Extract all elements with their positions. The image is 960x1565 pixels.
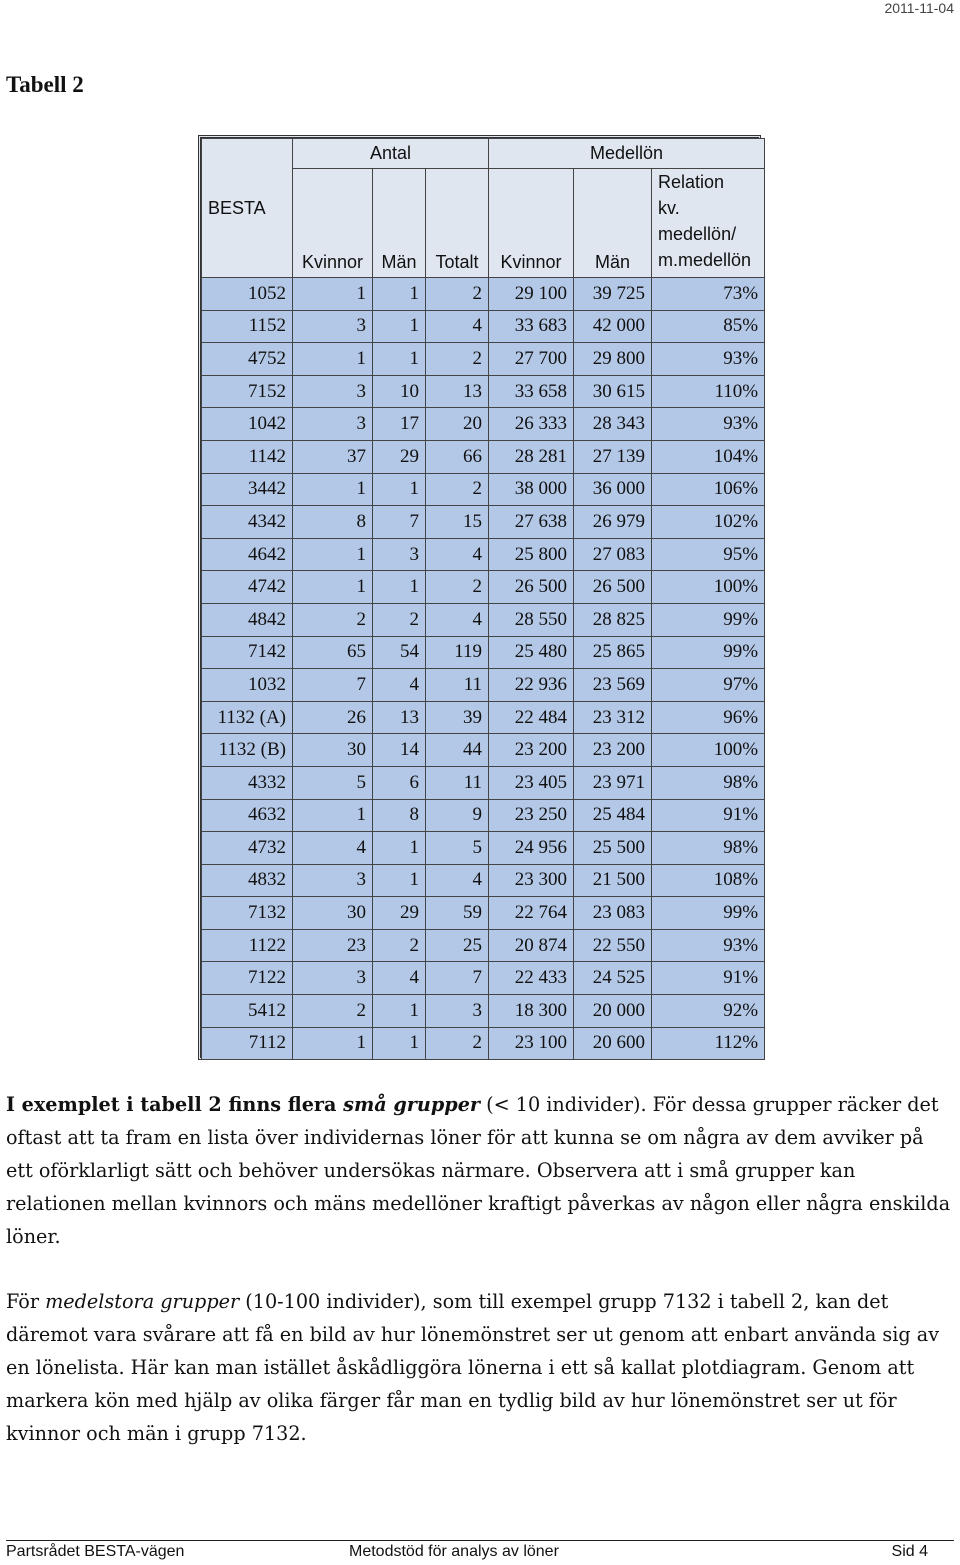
cell-antal-kvinnor: 1 [293,799,373,832]
cell-lon-man: 29 800 [574,343,652,376]
header-relation-line: kv. [658,198,680,218]
cell-antal-totalt: 4 [426,538,489,571]
cell-besta-code: 4642 [202,538,293,571]
cell-besta-code: 7132 [202,897,293,930]
header-relation [652,169,765,278]
cell-antal-man: 1 [373,473,426,506]
table-row [202,278,765,311]
text-run: små grupper [343,1093,481,1116]
cell-antal-totalt: 7 [426,962,489,995]
table-row [202,1027,765,1060]
cell-besta-code: 4842 [202,603,293,636]
footer-divider [6,1540,954,1541]
table-row [202,897,765,930]
cell-besta-code: 4632 [202,799,293,832]
cell-antal-kvinnor: 1 [293,343,373,376]
cell-relation: 96% [652,701,765,734]
cell-antal-man: 1 [373,864,426,897]
cell-lon-man: 42 000 [574,310,652,343]
cell-antal-totalt: 4 [426,310,489,343]
cell-lon-man: 27 083 [574,538,652,571]
cell-lon-kvinnor: 28 281 [489,440,574,473]
cell-relation: 102% [652,506,765,539]
cell-relation: 92% [652,995,765,1028]
cell-antal-kvinnor: 37 [293,440,373,473]
cell-besta-code: 7152 [202,375,293,408]
table-row [202,832,765,865]
cell-lon-man: 28 343 [574,408,652,441]
cell-lon-man: 26 979 [574,506,652,539]
cell-antal-totalt: 2 [426,278,489,311]
table-row [202,701,765,734]
cell-antal-man: 1 [373,310,426,343]
cell-antal-totalt: 9 [426,799,489,832]
cell-besta-code: 1122 [202,929,293,962]
cell-relation: 93% [652,408,765,441]
cell-antal-man: 1 [373,571,426,604]
cell-antal-man: 1 [373,1027,426,1060]
cell-antal-man: 1 [373,832,426,865]
cell-antal-totalt: 2 [426,343,489,376]
cell-besta-code: 4832 [202,864,293,897]
cell-antal-man: 8 [373,799,426,832]
cell-antal-kvinnor: 1 [293,538,373,571]
table-row [202,669,765,702]
cell-antal-man: 17 [373,408,426,441]
cell-antal-kvinnor: 26 [293,701,373,734]
table-heading: Tabell 2 [6,72,84,97]
cell-relation: 106% [652,473,765,506]
cell-antal-man: 1 [373,278,426,311]
cell-besta-code: 1052 [202,278,293,311]
salary-table [198,135,761,1060]
header-lon-man: Män [574,169,652,278]
cell-lon-kvinnor: 23 100 [489,1027,574,1060]
cell-antal-totalt: 2 [426,571,489,604]
cell-relation: 104% [652,440,765,473]
table-row [202,538,765,571]
cell-lon-man: 23 083 [574,897,652,930]
cell-lon-man: 22 550 [574,929,652,962]
table-row [202,636,765,669]
cell-antal-man: 4 [373,669,426,702]
table-row [202,603,765,636]
cell-antal-kvinnor: 1 [293,1027,373,1060]
table-row [202,473,765,506]
cell-lon-man: 30 615 [574,375,652,408]
cell-antal-man: 2 [373,929,426,962]
table-row [202,440,765,473]
cell-antal-man: 7 [373,506,426,539]
table-row [202,408,765,441]
footer-organization: Partsrådet BESTA-vägen [6,1543,185,1560]
cell-relation: 91% [652,962,765,995]
cell-lon-kvinnor: 27 700 [489,343,574,376]
header-antal-totalt: Totalt [426,169,489,278]
cell-antal-totalt: 2 [426,473,489,506]
cell-lon-man: 23 200 [574,734,652,767]
cell-besta-code: 4742 [202,571,293,604]
text-run: I exemplet i tabell 2 finns flera [6,1093,344,1116]
cell-lon-kvinnor: 23 250 [489,799,574,832]
cell-antal-kvinnor: 3 [293,408,373,441]
cell-lon-man: 25 865 [574,636,652,669]
cell-antal-totalt: 4 [426,603,489,636]
cell-lon-kvinnor: 25 480 [489,636,574,669]
cell-antal-kvinnor: 3 [293,864,373,897]
cell-besta-code: 4732 [202,832,293,865]
cell-besta-code: 1132 (A) [202,701,293,734]
cell-antal-man: 54 [373,636,426,669]
cell-antal-totalt: 3 [426,995,489,1028]
cell-antal-kvinnor: 7 [293,669,373,702]
cell-antal-man: 2 [373,603,426,636]
cell-besta-code: 1032 [202,669,293,702]
cell-besta-code: 5412 [202,995,293,1028]
cell-besta-code: 3442 [202,473,293,506]
cell-relation: 100% [652,571,765,604]
cell-lon-man: 23 971 [574,766,652,799]
cell-besta-code: 7142 [202,636,293,669]
cell-antal-kvinnor: 1 [293,473,373,506]
table-row [202,310,765,343]
cell-relation: 98% [652,832,765,865]
cell-lon-man: 23 569 [574,669,652,702]
cell-besta-code: 4332 [202,766,293,799]
table-row [202,995,765,1028]
cell-lon-kvinnor: 38 000 [489,473,574,506]
table-row [202,506,765,539]
cell-antal-kvinnor: 3 [293,962,373,995]
cell-lon-man: 27 139 [574,440,652,473]
footer-page-number: Sid 4 [891,1543,928,1560]
cell-antal-totalt: 44 [426,734,489,767]
table-row [202,864,765,897]
cell-antal-man: 6 [373,766,426,799]
cell-besta-code: 7122 [202,962,293,995]
cell-relation: 112% [652,1027,765,1060]
paragraph-medium-groups [6,1285,951,1450]
text-run: (10-100 individer), som till exempel grupp 7132 i tabell 2, kan det däremot vara svårare att få en bild av hur lönemönstret ser ut genom att enbart använda sig av en lönelista. Här kan man istället åskådliggöra lönerna i ett så kallat plotdiagram. Genom att markera kön med hjälp av olika färger får man en tydlig bild av hur lönemönstret ser ut för kvinnor och män i grupp 7132. [6,1290,940,1445]
cell-antal-totalt: 4 [426,864,489,897]
table-row [202,799,765,832]
cell-antal-kvinnor: 4 [293,832,373,865]
cell-antal-man: 3 [373,538,426,571]
cell-besta-code: 1042 [202,408,293,441]
cell-antal-kvinnor: 2 [293,995,373,1028]
header-relation-line: medellön/ [658,224,737,244]
cell-relation: 93% [652,929,765,962]
table-row [202,343,765,376]
cell-lon-man: 26 500 [574,571,652,604]
text-run: medelstora grupper [45,1290,240,1313]
cell-antal-totalt: 59 [426,897,489,930]
cell-antal-man: 1 [373,343,426,376]
cell-besta-code: 1132 (B) [202,734,293,767]
cell-lon-kvinnor: 20 874 [489,929,574,962]
cell-lon-kvinnor: 22 764 [489,897,574,930]
header-relation-line: m.medellön [658,250,752,270]
cell-lon-man: 28 825 [574,603,652,636]
cell-antal-man: 14 [373,734,426,767]
cell-relation: 91% [652,799,765,832]
header-lon-kvinnor: Kvinnor [489,169,574,278]
cell-antal-kvinnor: 5 [293,766,373,799]
cell-relation: 73% [652,278,765,311]
cell-antal-totalt: 11 [426,766,489,799]
cell-lon-man: 23 312 [574,701,652,734]
paragraph-small-groups [6,1088,951,1253]
cell-antal-man: 29 [373,440,426,473]
cell-antal-kvinnor: 30 [293,897,373,930]
cell-besta-code: 1142 [202,440,293,473]
cell-lon-man: 36 000 [574,473,652,506]
header-antal-man: Män [373,169,426,278]
cell-antal-kvinnor: 1 [293,278,373,311]
cell-relation: 85% [652,310,765,343]
cell-relation: 99% [652,897,765,930]
table-row [202,929,765,962]
page-footer [6,1543,954,1563]
header-antal: Antal [293,139,489,169]
cell-antal-totalt: 15 [426,506,489,539]
cell-relation: 99% [652,603,765,636]
cell-relation: 95% [652,538,765,571]
cell-antal-man: 13 [373,701,426,734]
cell-lon-kvinnor: 25 800 [489,538,574,571]
cell-besta-code: 1152 [202,310,293,343]
document-date: 2011-11-04 [884,0,954,16]
cell-antal-kvinnor: 30 [293,734,373,767]
cell-antal-totalt: 5 [426,832,489,865]
text-run: (< 10 individer). För dessa grupper räcker det oftast att ta fram en lista över individernas löner för att kunna se om några av dem avviker på ett oförklarligt sätt och behöver undersökas närmare. Observera att i små grupper kan relationen mellan kvinnors och mäns medellöner kraftigt påverkas av någon eller några enskilda löner. [6,1093,951,1248]
cell-antal-man: 1 [373,995,426,1028]
cell-lon-man: 24 525 [574,962,652,995]
cell-lon-man: 25 484 [574,799,652,832]
header-antal-kvinnor: Kvinnor [293,169,373,278]
cell-relation: 108% [652,864,765,897]
cell-lon-kvinnor: 33 683 [489,310,574,343]
cell-lon-kvinnor: 22 936 [489,669,574,702]
header-relation-line: Relation [658,172,725,192]
cell-lon-man: 20 000 [574,995,652,1028]
cell-lon-kvinnor: 27 638 [489,506,574,539]
cell-relation: 110% [652,375,765,408]
cell-lon-kvinnor: 22 484 [489,701,574,734]
cell-besta-code: 4752 [202,343,293,376]
cell-relation: 99% [652,636,765,669]
table-row [202,734,765,767]
cell-antal-totalt: 20 [426,408,489,441]
cell-antal-man: 29 [373,897,426,930]
cell-antal-kvinnor: 8 [293,506,373,539]
cell-antal-totalt: 11 [426,669,489,702]
table-row [202,375,765,408]
cell-besta-code: 7112 [202,1027,293,1060]
cell-lon-kvinnor: 26 333 [489,408,574,441]
cell-antal-totalt: 66 [426,440,489,473]
footer-document-title: Metodstöd för analys av löner [349,1543,559,1560]
cell-relation: 100% [652,734,765,767]
cell-relation: 98% [652,766,765,799]
cell-lon-kvinnor: 23 200 [489,734,574,767]
cell-antal-totalt: 2 [426,1027,489,1060]
cell-antal-totalt: 119 [426,636,489,669]
table-row [202,962,765,995]
cell-lon-man: 20 600 [574,1027,652,1060]
table-row [202,571,765,604]
cell-relation: 93% [652,343,765,376]
cell-antal-kvinnor: 23 [293,929,373,962]
cell-lon-kvinnor: 22 433 [489,962,574,995]
cell-lon-kvinnor: 26 500 [489,571,574,604]
cell-antal-totalt: 25 [426,929,489,962]
cell-lon-man: 39 725 [574,278,652,311]
cell-antal-totalt: 39 [426,701,489,734]
cell-lon-kvinnor: 33 658 [489,375,574,408]
cell-antal-kvinnor: 3 [293,310,373,343]
cell-antal-man: 4 [373,962,426,995]
cell-lon-kvinnor: 18 300 [489,995,574,1028]
text-run: För [6,1290,46,1313]
cell-lon-man: 25 500 [574,832,652,865]
cell-antal-kvinnor: 2 [293,603,373,636]
cell-antal-man: 10 [373,375,426,408]
table-row [202,766,765,799]
cell-antal-kvinnor: 3 [293,375,373,408]
header-besta: BESTA [202,139,293,278]
cell-lon-kvinnor: 24 956 [489,832,574,865]
cell-lon-kvinnor: 23 300 [489,864,574,897]
cell-antal-totalt: 13 [426,375,489,408]
cell-relation: 97% [652,669,765,702]
cell-lon-man: 21 500 [574,864,652,897]
cell-lon-kvinnor: 29 100 [489,278,574,311]
header-row-groups [202,139,765,169]
cell-lon-kvinnor: 23 405 [489,766,574,799]
cell-antal-kvinnor: 1 [293,571,373,604]
cell-besta-code: 4342 [202,506,293,539]
cell-antal-kvinnor: 65 [293,636,373,669]
header-medellon: Medellön [489,139,765,169]
cell-lon-kvinnor: 28 550 [489,603,574,636]
